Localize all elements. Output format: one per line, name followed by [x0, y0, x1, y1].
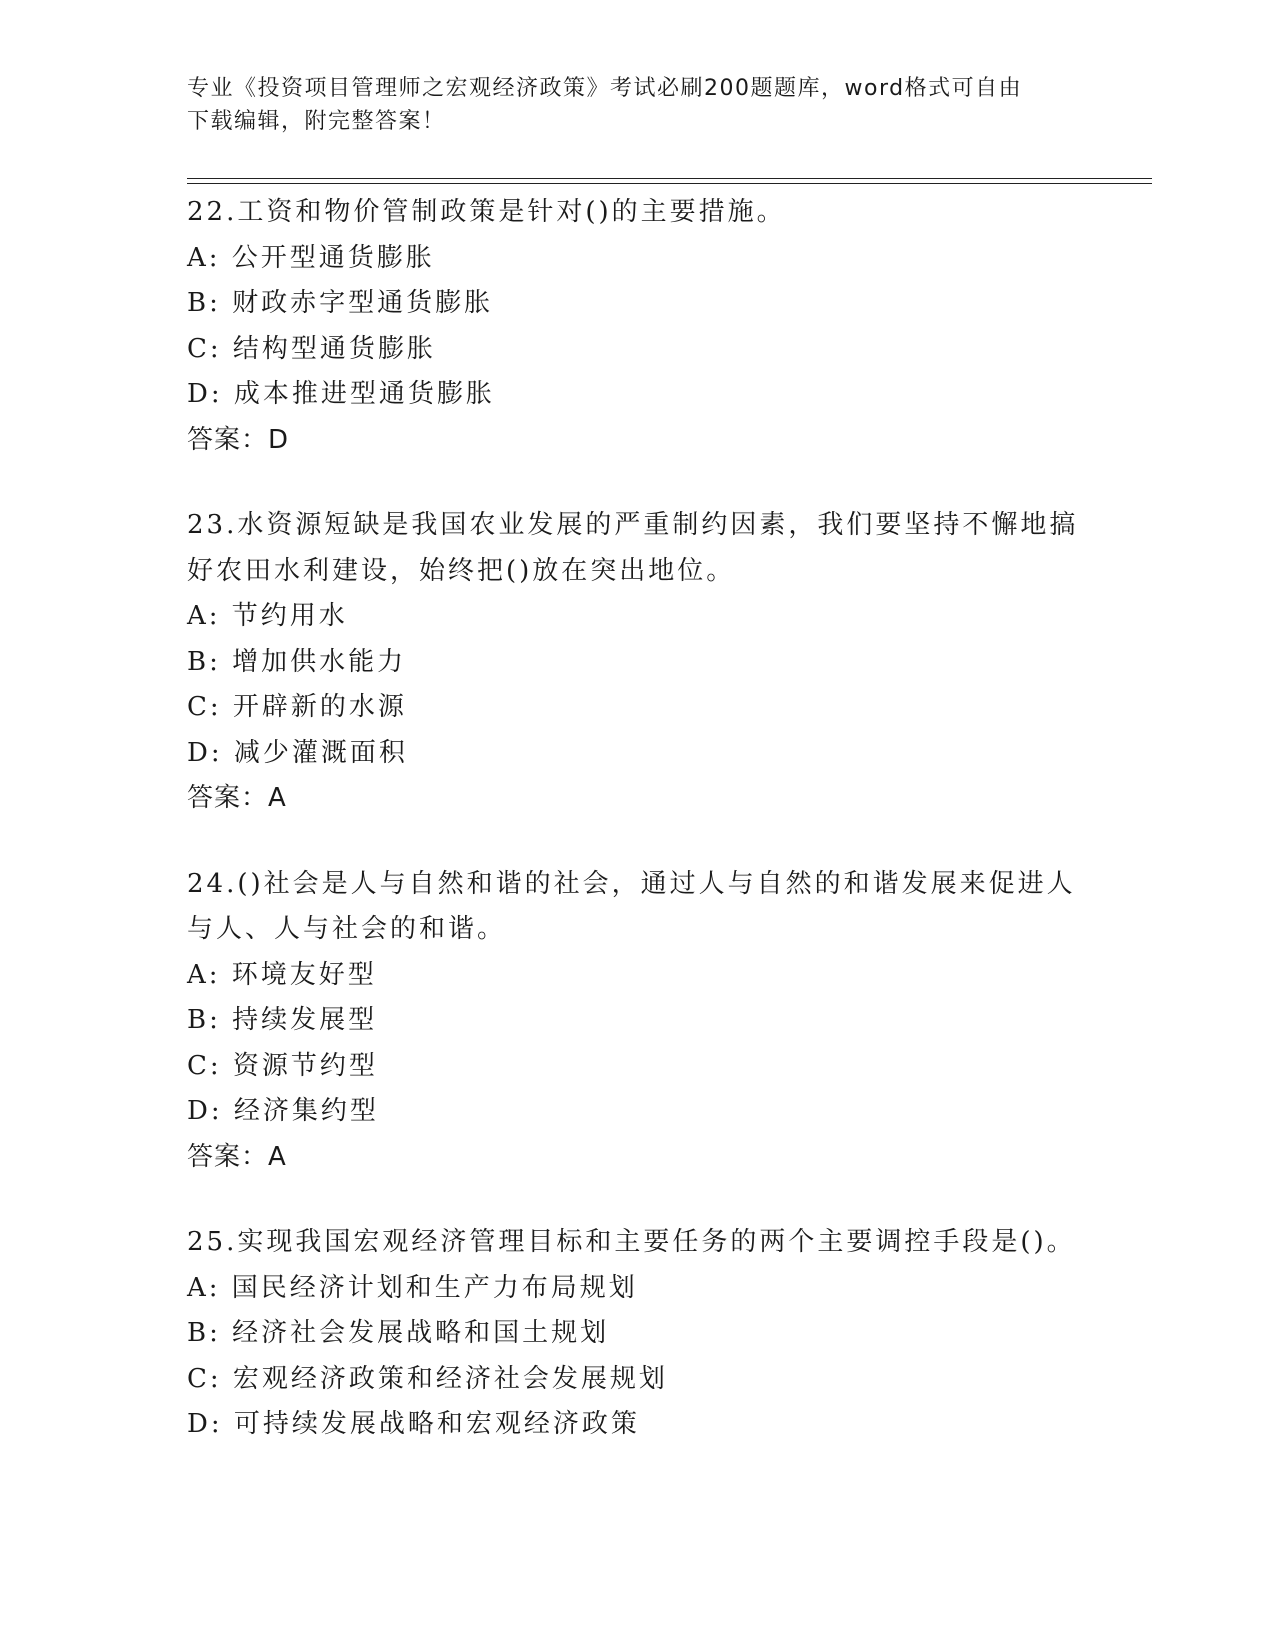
- option-b: B: 增加供水能力: [187, 646, 407, 677]
- header-line-1: 专业《投资项目管理师之宏观经济政策》考试必刷200题题库，word格式可自由: [187, 76, 1023, 101]
- option-c: C: 资源节约型: [187, 1050, 378, 1081]
- question-item: [187, 190, 1087, 463]
- question-stem: 25.实现我国宏观经济管理目标和主要任务的两个主要调控手段是()。: [187, 1227, 1076, 1257]
- question-stem-continued: 好农田水利建设，始终把()放在突出地位。: [187, 555, 736, 586]
- option-c: C: 宏观经济政策和经济社会发展规划: [187, 1363, 668, 1394]
- answer-text: 答案：D: [187, 424, 290, 455]
- answer-text: 答案：A: [187, 1141, 287, 1172]
- question-stem: 22.工资和物价管制政策是针对()的主要措施。: [187, 197, 786, 227]
- option-b: B: 持续发展型: [187, 1005, 378, 1035]
- option-b: B: 财政赤字型通货膨胀: [187, 288, 494, 318]
- question-item: [187, 862, 1087, 1181]
- option-b: B: 经济社会发展战略和国土规划: [187, 1318, 610, 1348]
- option-d: D: 可持续发展战略和宏观经济政策: [187, 1409, 640, 1439]
- question-item: [187, 503, 1087, 822]
- question-stem-continued: 与人、人与社会的和谐。: [187, 914, 507, 944]
- option-d: D: 经济集约型: [187, 1096, 379, 1126]
- option-d: D: 减少灌溉面积: [187, 737, 408, 768]
- header-line-2: 下载编辑，附完整答案！: [187, 109, 446, 134]
- option-c: C: 开辟新的水源: [187, 692, 407, 722]
- document-header: [187, 72, 1067, 138]
- header-divider-top: [187, 178, 1152, 179]
- option-d: D: 成本推进型通货膨胀: [187, 379, 495, 409]
- header-divider-bottom: [187, 183, 1152, 184]
- option-c: C: 结构型通货膨胀: [187, 333, 436, 364]
- question-stem: 24.()社会是人与自然和谐的社会，通过人与自然的和谐发展来促进人: [187, 868, 1076, 899]
- question-stem: 23.水资源短缺是我国农业发展的严重制约因素，我们要坚持不懈地搞: [187, 510, 1079, 540]
- option-a: A: 环境友好型: [187, 959, 377, 990]
- question-list: [187, 190, 1087, 1488]
- option-a: A: 公开型通货膨胀: [187, 242, 435, 273]
- question-item: [187, 1220, 1087, 1448]
- option-a: A: 国民经济计划和生产力布局规划: [187, 1272, 638, 1303]
- option-a: A: 节约用水: [187, 601, 348, 631]
- answer-text: 答案：A: [187, 783, 287, 813]
